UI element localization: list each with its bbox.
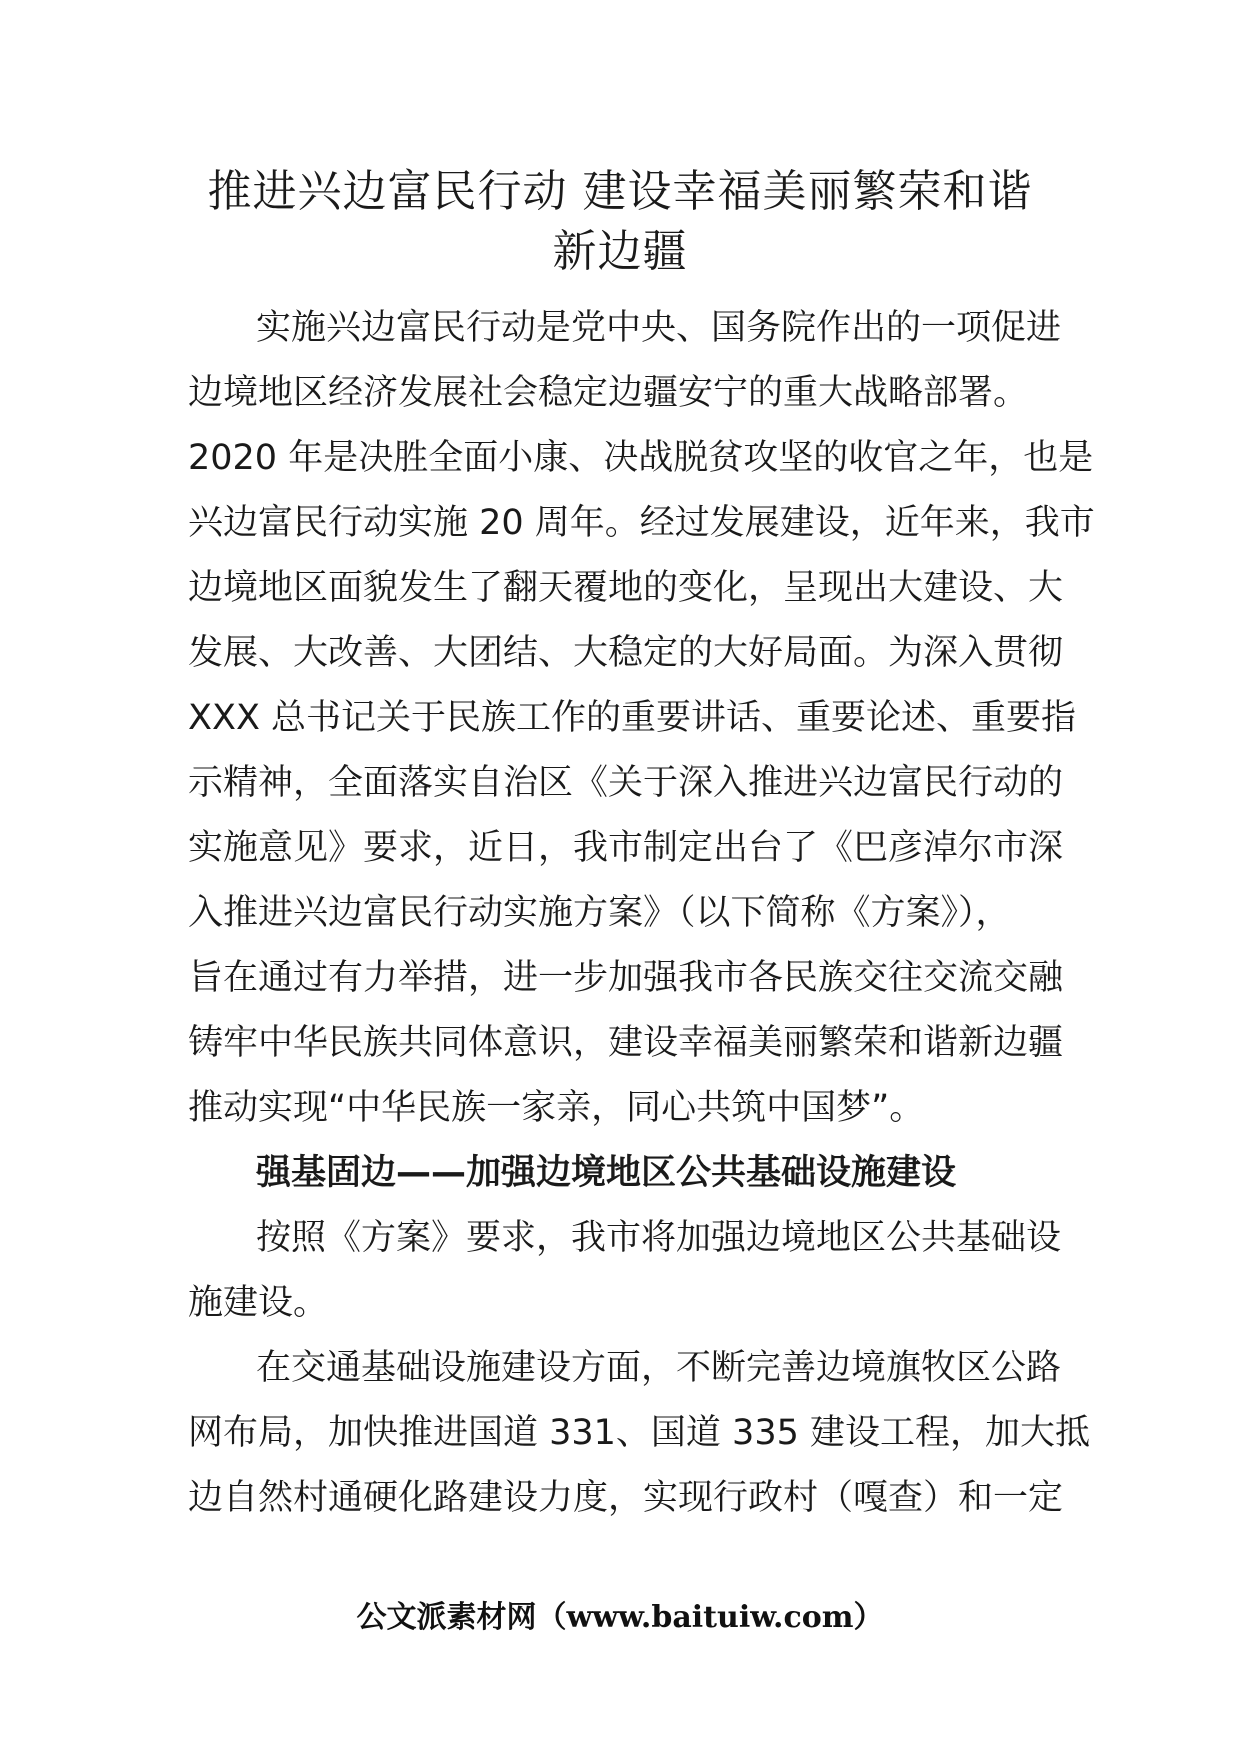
document-title [180, 162, 1060, 282]
title-line-2: 新边疆 [552, 226, 688, 277]
section-heading: 强基固边——加强边境地区公共基础设施建设 [256, 1153, 957, 1193]
paragraph-line: 发展、大改善、大团结、大稳定的大好局面。为深入贯彻 [188, 633, 1064, 673]
paragraph-line: 旨在通过有力举措，进一步加强我市各民族交往交流交融 [188, 958, 1064, 998]
paragraph-line: 实施意见》要求，近日，我市制定出台了《巴彦淖尔市深 [188, 828, 1064, 868]
paragraph-line: 铸牢中华民族共同体意识，建设幸福美丽繁荣和谐新边疆 [188, 1023, 1064, 1063]
paragraph-line: 2020 年是决胜全面小康、决战脱贫攻坚的收官之年，也是 [188, 438, 1094, 478]
footer-source: 公文派素材网（www.baituiw.com） [356, 1600, 884, 1635]
paragraph-line: 网布局，加快推进国道 331、国道 335 建设工程，加大抵 [188, 1413, 1090, 1453]
paragraph-line: 兴边富民行动实施 20 周年。经过发展建设，近年来，我市 [188, 503, 1095, 543]
paragraph-line: 推动实现“中华民族一家亲，同心共筑中国梦”。 [188, 1088, 925, 1128]
paragraph-line: 在交通基础设施建设方面，不断完善边境旗牧区公路 [256, 1348, 1062, 1388]
document-body [188, 296, 1095, 1531]
paragraph-line: XXX 总书记关于民族工作的重要讲话、重要论述、重要指 [188, 698, 1077, 738]
title-line-1: 推进兴边富民行动 建设幸福美丽繁荣和谐 [207, 166, 1033, 217]
paragraph-line: 实施兴边富民行动是党中央、国务院作出的一项促进 [256, 308, 1062, 348]
paragraph-line: 按照《方案》要求，我市将加强边境地区公共基础设 [256, 1218, 1062, 1258]
paragraph-line: 入推进兴边富民行动实施方案》（以下简称《方案》）， [188, 893, 1011, 933]
paragraph-line: 边境地区面貌发生了翻天覆地的变化，呈现出大建设、大 [188, 568, 1064, 608]
paragraph-line: 示精神，全面落实自治区《关于深入推进兴边富民行动的 [188, 763, 1064, 803]
paragraph-line: 边自然村通硬化路建设力度，实现行政村（嘎查）和一定 [188, 1478, 1064, 1518]
paragraph-line: 边境地区经济发展社会稳定边疆安宁的重大战略部署。 [188, 373, 1029, 413]
paragraph-line: 施建设。 [188, 1283, 329, 1323]
